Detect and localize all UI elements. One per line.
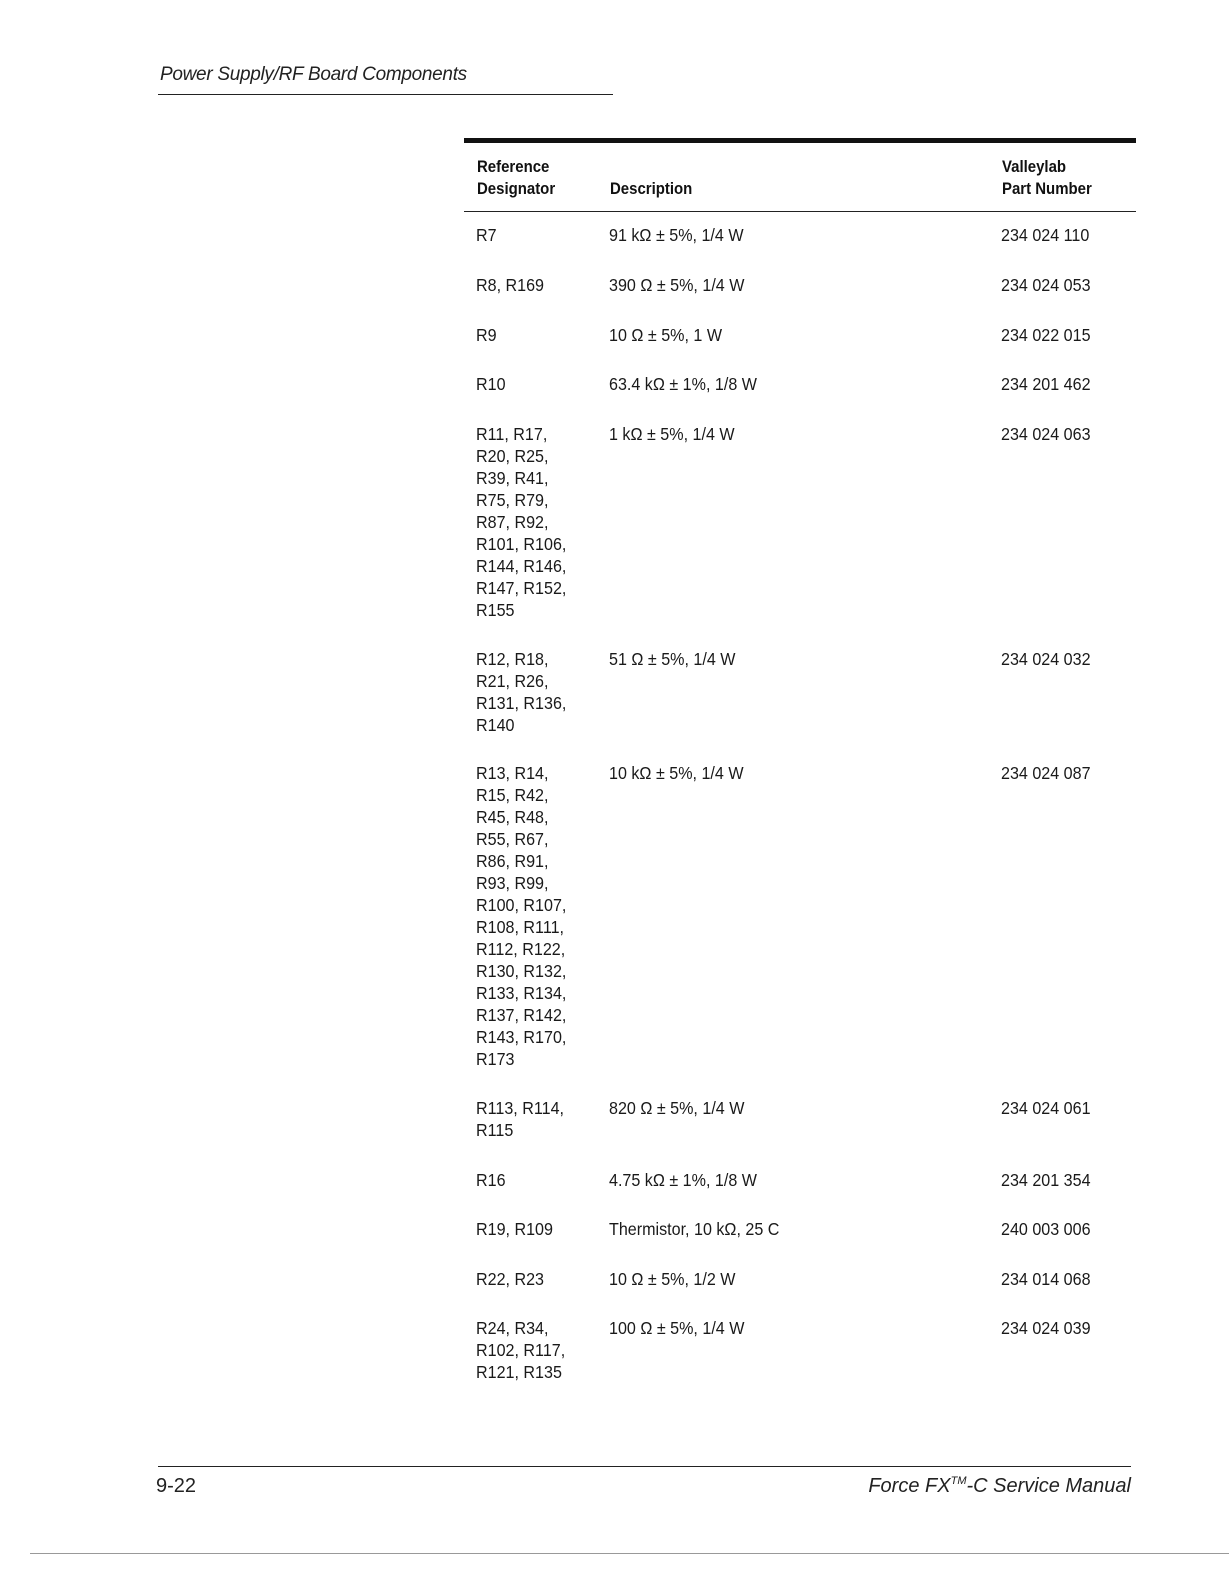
component-description: 10 Ω ± 5%, 1/2 W (609, 1269, 736, 1289)
component-description: Thermistor, 10 kΩ, 25 C (609, 1219, 780, 1239)
reference-designator: R13, R14, R15, R42, R45, R48, R55, R67, R86, R91, R93, R99, R100, R107, R108, R111, R112, R122, R130, R132, R133, R134, R137, R142, R143, R170, R173 (476, 763, 567, 1069)
component-description: 63.4 kΩ ± 1%, 1/8 W (609, 374, 757, 394)
part-number: 234 024 063 (1001, 424, 1091, 444)
part-number: 234 024 087 (1001, 763, 1091, 783)
part-number: 240 003 006 (1001, 1219, 1091, 1239)
part-number: 234 014 068 (1001, 1269, 1091, 1289)
reference-designator: R22, R23 (476, 1269, 545, 1289)
part-number: 234 024 032 (1001, 649, 1091, 669)
part-number: 234 024 039 (1001, 1318, 1091, 1338)
running-head-title: Power Supply/RF Board Components (160, 64, 467, 85)
reference-designator: R7 (476, 225, 497, 245)
component-description: 91 kΩ ± 5%, 1/4 W (609, 225, 744, 245)
reference-designator: R24, R34, R102, R117, R121, R135 (476, 1318, 566, 1382)
header-ref-line1: Reference (477, 157, 550, 176)
header-part-line2: Part Number (1002, 179, 1092, 198)
reference-designator: R113, R114, R115 (476, 1098, 565, 1140)
component-description: 100 Ω ± 5%, 1/4 W (609, 1318, 745, 1338)
header-part-number (1002, 156, 1104, 200)
reference-designator: R16 (476, 1170, 506, 1190)
header-ref-line2: Designator (477, 179, 556, 198)
page-number: 9-22 (156, 1475, 197, 1497)
part-number: 234 024 053 (1001, 275, 1091, 295)
component-description: 4.75 kΩ ± 1%, 1/8 W (609, 1170, 757, 1190)
component-description: 390 Ω ± 5%, 1/4 W (609, 275, 745, 295)
component-description: 51 Ω ± 5%, 1/4 W (609, 649, 736, 669)
part-number: 234 201 462 (1001, 374, 1091, 394)
component-description: 1 kΩ ± 5%, 1/4 W (609, 424, 735, 444)
scan-edge-line (30, 1553, 1229, 1554)
reference-designator: R8, R169 (476, 275, 545, 295)
component-description: 820 Ω ± 5%, 1/4 W (609, 1098, 745, 1118)
reference-designator: R19, R109 (476, 1219, 553, 1239)
reference-designator: R12, R18, R21, R26, R131, R136, R140 (476, 649, 567, 735)
component-description: 10 Ω ± 5%, 1 W (609, 325, 723, 345)
table-header (464, 143, 1136, 212)
header-reference-designator (477, 156, 566, 200)
header-rule (158, 94, 613, 95)
part-number: 234 024 061 (1001, 1098, 1091, 1118)
part-number: 234 024 110 (1001, 225, 1090, 245)
parts-table (464, 138, 1136, 1382)
header-part-line1: Valleylab (1002, 157, 1067, 176)
reference-designator: R9 (476, 325, 497, 345)
reference-designator: R10 (476, 374, 506, 394)
header-description (610, 178, 704, 200)
header-description-label: Description (610, 179, 693, 198)
reference-designator: R11, R17, R20, R25, R39, R41, R75, R79, R87, R92, R101, R106, R144, R146, R147, R152, R155 (476, 424, 567, 620)
footer-rule (158, 1466, 1131, 1467)
part-number: 234 022 015 (1001, 325, 1091, 345)
component-description: 10 kΩ ± 5%, 1/4 W (609, 763, 744, 783)
manual-title: Force FX™-C Service Manual (868, 1475, 1131, 1497)
part-number: 234 201 354 (1001, 1170, 1091, 1190)
